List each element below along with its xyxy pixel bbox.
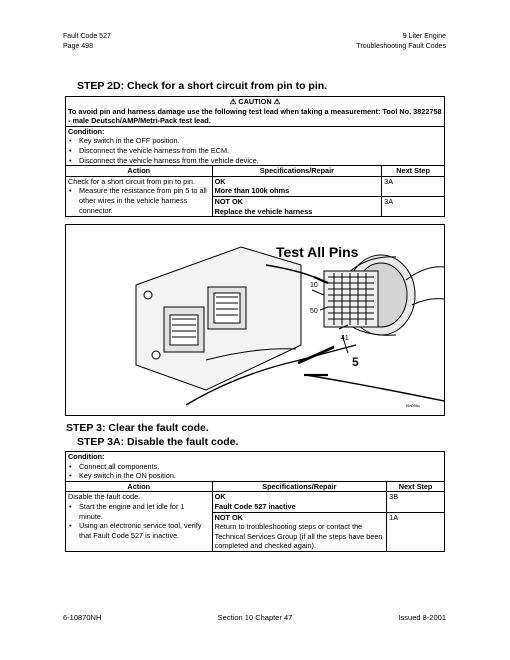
footer-section: Section 10 Chapter 47	[217, 613, 293, 622]
header-section: Troubleshooting Fault Codes	[356, 43, 446, 50]
page-header-right	[356, 32, 446, 52]
action-lead: Check for a short circuit from pin to pin.	[68, 176, 195, 186]
ecm-connector-figure	[65, 224, 445, 416]
notok-spec: Return to troubleshooting steps or contact the Technical Services Group (if all the steps have been completed and checked again).	[214, 522, 383, 551]
action-bullet: • Measure the resistance from pin 5 to all other wires in the vehicle harness connector.	[68, 186, 210, 215]
pin-label-50: 50	[310, 308, 318, 315]
figure-code: f9a00bc	[406, 403, 421, 408]
condition-label: Condition:	[68, 126, 105, 136]
footer-issue-date: Issued 8-2001	[398, 613, 446, 622]
action-cell	[66, 176, 213, 216]
column-header-action: Action	[66, 481, 213, 492]
notok-spec-cell	[212, 512, 387, 551]
column-header-spec: Specifications/Repair	[212, 481, 387, 492]
header-engine: 9 Liter Engine	[402, 33, 446, 40]
action-bullet: • Start the engine and let idle for 1 minute.	[68, 502, 210, 521]
column-header-next: Next Step	[382, 166, 445, 177]
ok-label: OK	[214, 176, 226, 186]
pin-label-41: 41	[341, 335, 349, 342]
header-fault-code: Fault Code 527	[63, 33, 111, 40]
figure-title: Test All Pins	[276, 244, 359, 260]
notok-spec-cell	[212, 196, 382, 216]
condition-label: Condition:	[68, 452, 105, 461]
condition-item: • Disconnect the vehicle harness from the vehicle device.	[68, 156, 442, 166]
header-page-number: Page 498	[63, 43, 93, 50]
ok-next-step: 3B	[387, 492, 445, 512]
step-3-title: STEP 3: Clear the fault code.	[66, 422, 209, 434]
action-lead: Disable the fault code.	[68, 492, 141, 502]
column-header-spec: Specifications/Repair	[212, 166, 382, 177]
action-cell	[66, 492, 213, 552]
condition-item: • Connect all components.	[68, 462, 442, 472]
ok-label: OK	[214, 492, 226, 502]
ok-spec-cell	[212, 176, 382, 196]
step-3a-title: STEP 3A: Disable the fault code.	[77, 436, 239, 448]
column-header-action: Action	[66, 166, 213, 177]
caution-title: ⚠ CAUTION ⚠	[229, 97, 281, 106]
notok-label: NOT OK	[214, 512, 243, 522]
ecm-illustration	[66, 225, 444, 415]
notok-next-step: 3A	[382, 196, 445, 216]
step-3a-table	[65, 451, 445, 552]
ok-spec-cell	[212, 492, 387, 512]
column-header-next: Next Step	[387, 481, 445, 492]
condition-item: • Key switch in the OFF position.	[68, 136, 442, 146]
notok-label: NOT OK	[214, 196, 243, 206]
action-bullet: • Using an electronic service tool, verify that Fault Code 527 is inactive.	[68, 521, 210, 540]
ok-spec: Fault Code 527 inactive	[214, 501, 296, 511]
condition-item: • Key switch in the ON position.	[68, 471, 442, 481]
pin-label-5: 5	[352, 355, 359, 369]
notok-spec: Replace the vehicle harness	[214, 206, 313, 216]
caution-text: To avoid pin and harness damage use the following test lead when taking a measurement: Tool No. 3822758 - male Deutsch/AMP/Metri-Pack test lead.	[68, 106, 442, 126]
ok-next-step: 3A	[382, 176, 445, 196]
condition-item: • Disconnect the vehicle harness from the ECM.	[68, 146, 442, 156]
condition-box	[66, 126, 445, 165]
pin-label-10: 10	[310, 282, 318, 289]
caution-box	[66, 97, 445, 127]
page-header-left	[63, 32, 111, 52]
step-2d-title: STEP 2D: Check for a short circuit from pin to pin.	[77, 80, 328, 92]
notok-next-step: 1A	[387, 512, 445, 551]
ok-spec: More than 100k ohms	[214, 186, 290, 196]
condition-box	[66, 452, 445, 482]
step-2d-table	[65, 96, 445, 217]
footer-doc-number: 6-10870NH	[63, 613, 102, 622]
